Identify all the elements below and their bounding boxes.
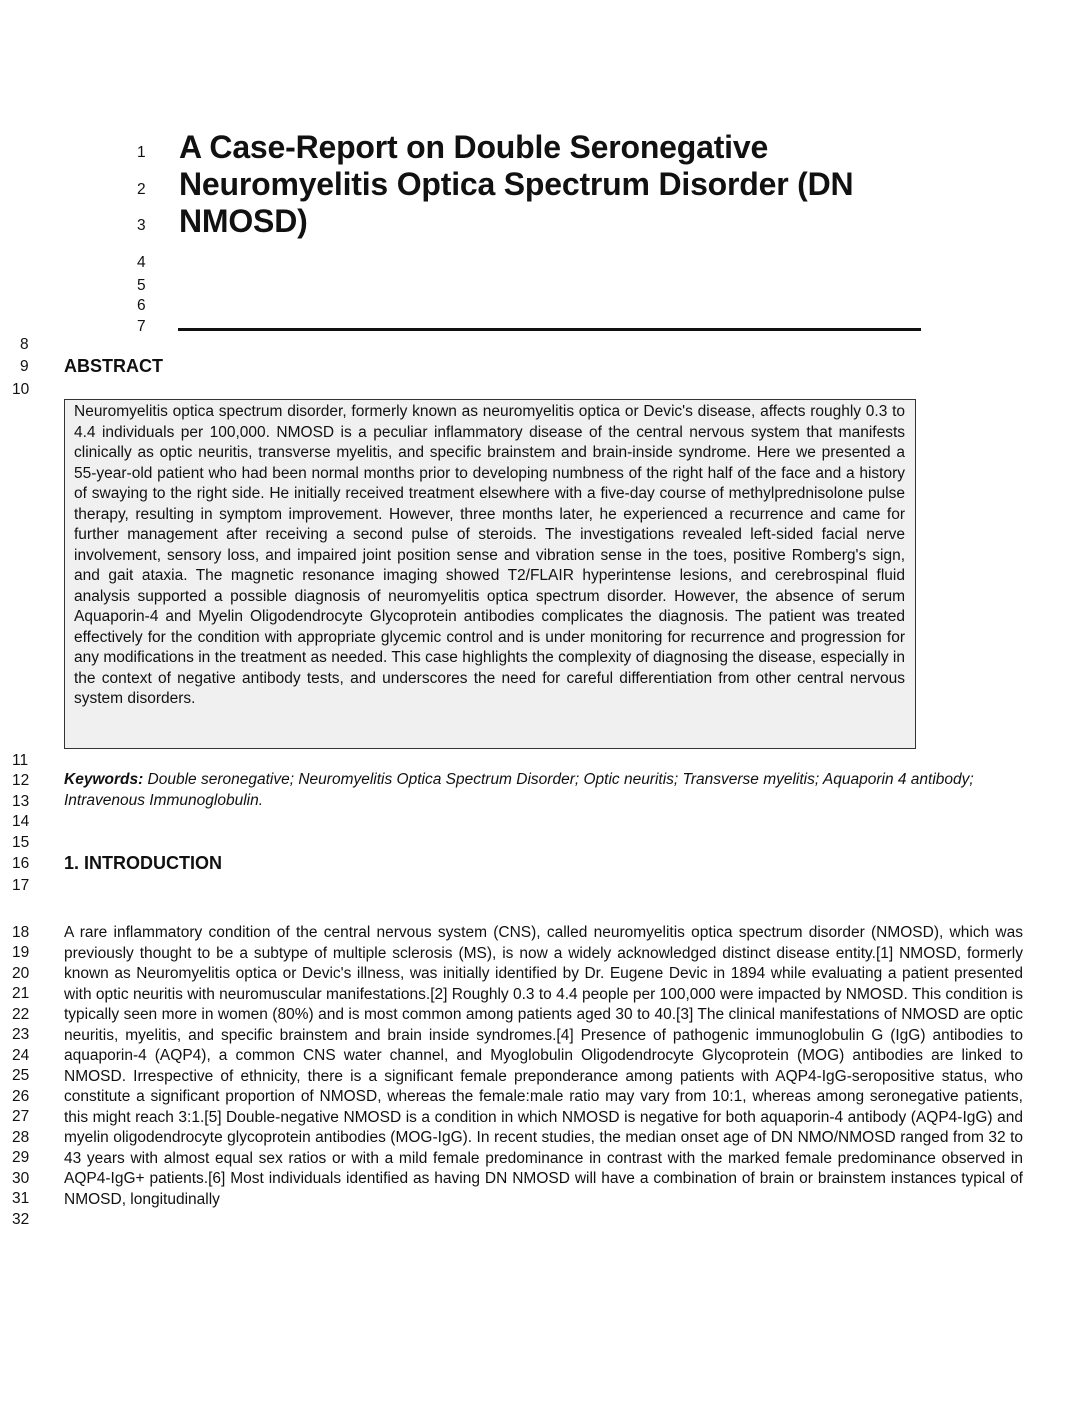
line-number: 29: [12, 1149, 30, 1166]
line-number: 31: [12, 1190, 30, 1207]
abstract-heading: ABSTRACT: [64, 356, 163, 376]
paper-title-line-3: NMOSD): [179, 203, 308, 239]
line-number: 22: [12, 1006, 30, 1023]
line-number: 10: [12, 381, 30, 398]
line-number: 30: [12, 1170, 30, 1187]
line-number: 13: [12, 793, 30, 810]
line-number: 9: [20, 358, 29, 375]
line-number: 24: [12, 1047, 30, 1064]
line-number: 5: [137, 277, 146, 294]
line-number: 8: [20, 336, 29, 353]
line-number: 6: [137, 297, 146, 314]
line-number: 14: [12, 813, 30, 830]
line-number: 17: [12, 877, 30, 894]
title-divider-rule: [178, 328, 921, 331]
abstract-box: [64, 399, 916, 749]
line-number: 28: [12, 1129, 30, 1146]
line-number: 7: [137, 318, 146, 335]
line-number: 25: [12, 1067, 30, 1084]
line-number: 23: [12, 1026, 30, 1043]
line-number: 4: [137, 254, 146, 271]
line-number: 21: [12, 985, 30, 1002]
line-number: 15: [12, 834, 30, 851]
keywords-label: Keywords:: [64, 771, 144, 788]
line-number: 2: [137, 181, 146, 198]
introduction-heading: 1. INTRODUCTION: [64, 853, 223, 873]
line-number: 11: [12, 752, 29, 769]
line-number: 27: [12, 1108, 30, 1125]
line-number: 32: [12, 1211, 30, 1228]
introduction-text: A rare inflammatory condition of the central nervous system (CNS), called neuromyelitis optica spectrum disorder (NMOSD), which was previously thought to be a subtype of multiple sclerosis (MS), is now a widely acknowledged distinct disease entity.[1] NMOSD, formerly known as Neuromyelitis optica or Devic's illness, was initially identified by Dr. Eugene Devic in 1894 while evaluating a patient presented with optic neuritis with neuromuscular manifestations.[2] Roughly 0.3 to 4.4 people per 100,000 were impacted by NMOSD. This condition is typically seen more in women (80%) and is most common among patients aged 30 to 40.[3] The clinical manifestations of NMOSD are optic neuritis, myelitis, and specific brainstem and brain inside syndromes.[4] Presence of pathogenic immunoglobulin G (IgG) antibodies to aquaporin-4 (AQP4), a common CNS water channel, and Myoglobulin Oligodendrocyte Glycoprotein (MOG) antibodies are linked to NMOSD. Irrespective of ethnicity, there is a significant female preponderance among patients with AQP4-IgG-seropositive status, who constitute a significant proportion of NMOSD, whereas the female:male ratio may vary from 10:1, whereas among seronegative patients, this might reach 3:1.[5] Double-negative NMOSD is a condition in which NMOSD is negative for both aquaporin-4 antibody (AQP4-IgG) and myelin oligodendrocyte glycoprotein antibodies (MOG-IgG). In recent studies, the median onset age of DN NMO/NMOSD ranged from 32 to 43 years with almost equal sex ratios or with a mild female predominance in contrast with the marked female predominance observed in AQP4-IgG+ patients.[6] Most individuals identified as having DN NMOSD will have a combination of brain or brainstem instances typical of NMOSD, longitudinally: [64, 924, 1023, 1208]
paper-title-line-2: Neuromyelitis Optica Spectrum Disorder (DN: [179, 166, 854, 202]
line-number: 18: [12, 924, 30, 941]
line-number: 12: [12, 772, 30, 789]
line-number: 20: [12, 965, 30, 982]
paper-title-line-1: A Case-Report on Double Seronegative: [179, 129, 769, 165]
keywords-text: Double seronegative; Neuromyelitis Optica Spectrum Disorder; Optic neuritis; Transverse myelitis; Aquaporin 4 antibody; Intravenous Immunoglobulin.: [64, 771, 974, 809]
line-number: 3: [137, 217, 146, 234]
abstract-text: Neuromyelitis optica spectrum disorder, formerly known as neuromyelitis optica or Devic's disease, affects roughly 0.3 to 4.4 individuals per 100,000. NMOSD is a peculiar inflammatory disease of the central nervous system that manifests clinically as optic neuritis, transverse myelitis, and specific brainstem and brain-inside syndrome. Here we presented a 55-year-old patient who had been normal months prior to developing numbness of the right half of the face and a history of swaying to the right side. He initially received treatment elsewhere with a five-day course of methylprednisolone pulse therapy, resulting in symptom improvement. However, three months later, he experienced a recurrence and came for further management after receiving a second pulse of steroids. The investigations revealed left-sided facial nerve involvement, sensory loss, and impaired joint position sense and vibration sense in the toes, positive Romberg's sign, and gait ataxia. The magnetic resonance imaging showed T2/FLAIR hyperintense lesions, and cerebrospinal fluid analysis supported a possible diagnosis of neuromyelitis optica spectrum disorder. However, the absence of serum Aquaporin-4 and Myelin Oligodendrocyte Glycoprotein antibodies complicates the diagnosis. The patient was treated effectively for the condition with appropriate glycemic control and is under monitoring for recurrence and progression for any modifications in the treatment as needed. This case highlights the complexity of diagnosing the disease, especially in the context of negative antibody tests, and underscores the need for careful differentiation from other central nervous system disorders.: [74, 403, 905, 707]
line-number: 26: [12, 1088, 30, 1105]
line-number: 1: [137, 144, 146, 161]
line-number: 16: [12, 855, 30, 872]
keywords: [64, 770, 1022, 811]
line-number: 19: [12, 944, 30, 961]
